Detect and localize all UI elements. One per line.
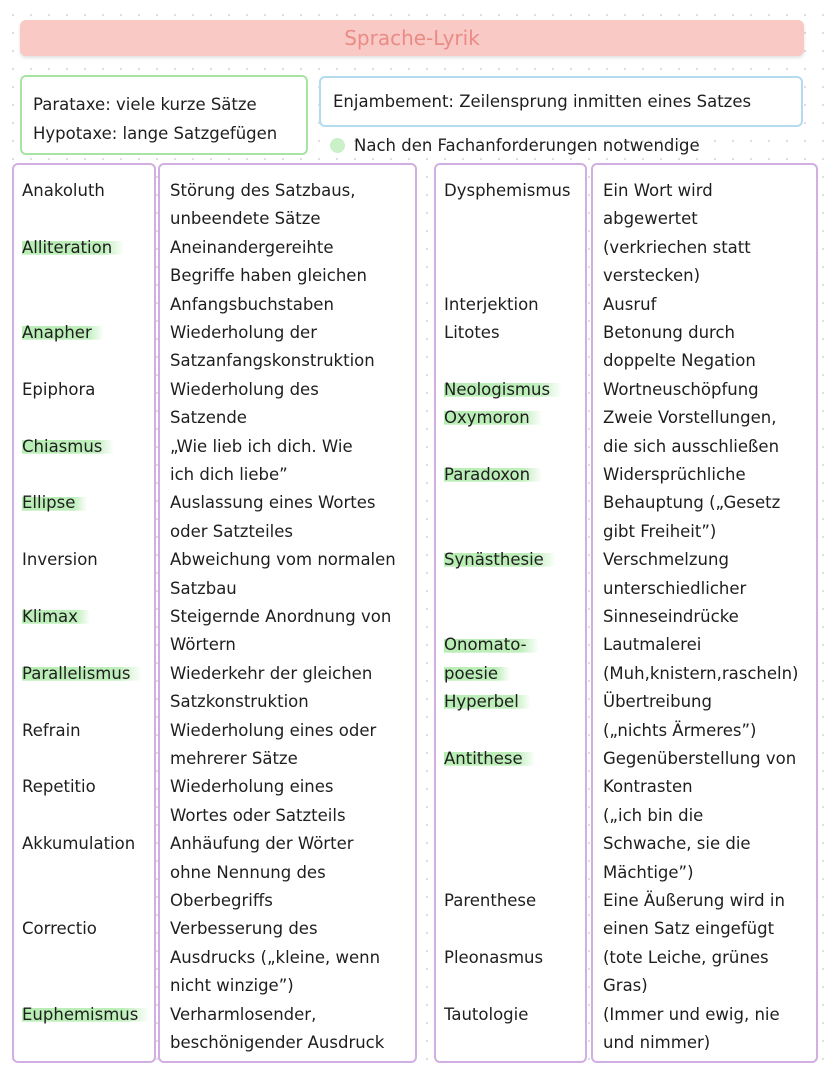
term-label-row <box>444 887 585 915</box>
definition-line-row <box>170 972 415 1000</box>
definition-line-row <box>603 347 816 375</box>
term-label-row <box>444 745 585 773</box>
definition-line-row <box>170 717 415 745</box>
definition-line-row <box>603 575 816 603</box>
definition-line-row <box>170 376 415 404</box>
term-label: Ellipse <box>22 493 87 512</box>
term-label-row <box>444 404 585 432</box>
definition-line-row <box>603 546 816 574</box>
term-label: poesie <box>444 664 510 683</box>
definition-line-row <box>603 319 816 347</box>
term-label-row <box>444 688 585 716</box>
term-label: Onomato- <box>444 635 539 654</box>
term-label: Dysphemismus <box>444 181 571 200</box>
term-label: Correctio <box>22 919 97 939</box>
term-label: Chiasmus <box>22 437 114 456</box>
definition-line-row <box>603 830 816 858</box>
definition-line: Verschmelzung <box>603 550 729 570</box>
definition-line: ohne Nennung des <box>170 862 326 882</box>
definition-line-row <box>170 461 415 489</box>
term-label: Inversion <box>22 550 98 570</box>
term-label-row <box>444 461 585 489</box>
definition-line: ich dich liebe” <box>170 465 288 484</box>
left-terms-panel <box>12 163 156 1063</box>
definition-line-row <box>170 546 415 574</box>
definition-line: Lautmalerei <box>603 635 702 655</box>
definition-line-row <box>170 518 415 546</box>
definition-line-row <box>170 887 415 915</box>
definition-line-row <box>603 944 816 972</box>
definition-line-row <box>603 404 816 432</box>
definition-line-row <box>603 262 816 290</box>
definition-line: Eine Äußerung wird in <box>603 891 785 910</box>
definition-line: Ausruf <box>603 294 657 314</box>
term-label-row <box>444 944 585 972</box>
page-title: Sprache-Lyrik <box>20 20 804 56</box>
term-label-row <box>22 546 154 574</box>
term-label-row <box>22 1001 154 1029</box>
term-label: Oxymoron <box>444 408 542 427</box>
definition-line-row <box>170 830 415 858</box>
definition-line-row <box>603 376 816 404</box>
definition-line: Ausdrucks („kleine, wenn <box>170 947 381 967</box>
definition-line: Übertreibung <box>603 692 712 712</box>
definition-line-row <box>170 859 415 887</box>
definition-line-row <box>603 887 816 915</box>
term-label-row <box>444 376 585 404</box>
term-label-row <box>22 489 154 517</box>
definition-line: Wiederholung der <box>170 323 317 342</box>
definition-line: (verkriechen statt <box>603 237 751 257</box>
definition-line: unterschiedlicher <box>603 578 747 598</box>
term-label-row <box>444 177 585 205</box>
right-definitions-panel <box>591 163 818 1063</box>
definition-line-row <box>170 944 415 972</box>
definition-line: Wortes oder Satzteils <box>170 805 346 825</box>
term-label-row <box>444 291 585 319</box>
definition-line: Wortneuschöpfung <box>603 379 759 399</box>
definition-line-row <box>603 234 816 262</box>
definition-line: Wörtern <box>170 635 236 655</box>
term-label: Synästhesie <box>444 550 556 569</box>
definition-line: Verharmlosender, <box>170 1004 317 1024</box>
definition-line-row <box>170 262 415 290</box>
term-label: Akkumulation <box>22 834 136 854</box>
definition-line: Anfangsbuchstaben <box>170 294 334 314</box>
definition-line: mehrerer Sätze <box>170 749 298 768</box>
definition-line: Wiederholung des <box>170 379 319 399</box>
definition-line-row <box>170 1029 415 1057</box>
definition-line-row <box>170 802 415 830</box>
term-label-row <box>444 1001 585 1029</box>
term-label: Anakoluth <box>22 181 105 200</box>
definition-line-row <box>170 319 415 347</box>
definition-line-row <box>603 660 816 688</box>
parataxe-line: Parataxe: viele kurze Sätze <box>33 95 257 114</box>
term-label: Anapher <box>22 323 104 342</box>
definition-line-row <box>603 518 816 546</box>
definition-line-row <box>603 1001 816 1029</box>
definition-line: und nimmer) <box>603 1033 711 1052</box>
definition-line-row <box>603 972 816 1000</box>
term-label-row <box>444 546 585 574</box>
definition-line: Widersprüchliche <box>603 465 746 484</box>
definition-line: oder Satzteiles <box>170 521 294 541</box>
term-label: Litotes <box>444 323 500 342</box>
definition-line-row <box>170 433 415 461</box>
definition-line: Gras) <box>603 976 648 996</box>
definition-line: Gegenüberstellung von <box>603 749 797 768</box>
syntax-box <box>20 75 308 155</box>
definition-line-row <box>603 717 816 745</box>
definition-line: unbeendete Sätze <box>170 209 321 229</box>
definition-line: Störung des Satzbaus, <box>170 181 356 200</box>
enjambement-box <box>319 76 803 127</box>
definition-line-row <box>603 1029 816 1057</box>
term-label: Antithese <box>444 749 535 768</box>
definition-line-row <box>170 660 415 688</box>
definition-line-row <box>170 291 415 319</box>
definition-line: einen Satz eingefügt <box>603 919 775 939</box>
term-label: Tautologie <box>444 1004 529 1024</box>
term-label-row <box>22 603 154 631</box>
definition-line-row <box>603 489 816 517</box>
definition-line-row <box>170 575 415 603</box>
definition-line: Behauptung („Gesetz <box>603 493 781 513</box>
definition-line: Sinneseindrücke <box>603 607 739 626</box>
term-label-row <box>22 376 154 404</box>
definition-line-row <box>170 688 415 716</box>
term-label: Paradoxon <box>444 465 542 484</box>
definition-line: Satzbau <box>170 578 237 598</box>
definition-line: Wiederkehr der gleichen <box>170 663 373 683</box>
definition-line: nicht winzige”) <box>170 976 294 996</box>
definition-line: (Immer und ewig, nie <box>603 1004 780 1024</box>
term-label-row <box>444 660 585 688</box>
definition-line: Satzkonstruktion <box>170 692 309 712</box>
definition-line: Aneinandergereihte <box>170 237 334 257</box>
definition-line-row <box>170 347 415 375</box>
definition-line-row <box>603 688 816 716</box>
definition-line: Satzende <box>170 408 247 428</box>
term-label-row <box>22 915 154 943</box>
definition-line-row <box>170 1001 415 1029</box>
definition-line-row <box>170 915 415 943</box>
definition-line: Zweie Vorstellungen, <box>603 408 777 428</box>
legend-note <box>330 133 700 159</box>
definition-line: („nichts Ärmeres”) <box>603 720 757 740</box>
definition-line: abgewertet <box>603 209 698 229</box>
definition-line: Schwache, sie die <box>603 834 751 854</box>
definition-line: beschönigender Ausdruck <box>170 1033 385 1052</box>
definition-line-row <box>170 205 415 233</box>
definition-line: Auslassung eines Wortes <box>170 493 376 513</box>
definition-line: Kontrasten <box>603 777 693 797</box>
term-label-row <box>22 234 154 262</box>
definition-line: verstecken) <box>603 266 701 286</box>
definition-line-row <box>603 177 816 205</box>
definition-line-row <box>603 773 816 801</box>
term-label: Parallelismus <box>22 664 142 683</box>
definition-line: Steigernde Anordnung von <box>170 607 392 626</box>
term-label-row <box>22 830 154 858</box>
definition-line-row <box>603 631 816 659</box>
definition-line: doppelte Negation <box>603 351 756 371</box>
term-label: Refrain <box>22 720 81 740</box>
definition-line-row <box>603 291 816 319</box>
term-label-row <box>22 773 154 801</box>
definition-line-row <box>170 603 415 631</box>
definition-line-row <box>170 234 415 262</box>
definition-line-row <box>170 489 415 517</box>
definition-line: Wiederholung eines oder <box>170 720 377 740</box>
definition-line: Wiederholung eines <box>170 777 334 797</box>
definition-line: Betonung durch <box>603 323 736 342</box>
definition-line-row <box>603 603 816 631</box>
definition-line-row <box>170 404 415 432</box>
legend-note-text: Nach den Fachanforderungen notwendige <box>354 136 700 155</box>
definition-line-row <box>170 631 415 659</box>
enjambement-line: Enjambement: Zeilensprung inmitten eines Satzes <box>333 92 752 111</box>
term-label: Neologismus <box>444 380 562 399</box>
definition-line: Satzanfangskonstruktion <box>170 351 375 371</box>
term-label-row <box>444 319 585 347</box>
definition-line-row <box>603 915 816 943</box>
left-definitions-panel <box>158 163 417 1063</box>
definition-line-row <box>603 859 816 887</box>
term-label: Pleonasmus <box>444 947 544 967</box>
term-label: Klimax <box>22 607 90 626</box>
definition-line: Mächtige”) <box>603 862 694 882</box>
definition-line-row <box>170 177 415 205</box>
definition-line: Begriffe haben gleichen <box>170 266 367 286</box>
term-label: Epiphora <box>22 379 96 399</box>
definition-line: Abweichung vom normalen <box>170 550 396 570</box>
hypotaxe-line: Hypotaxe: lange Satzgefügen <box>33 124 278 143</box>
definition-line: („ich bin die <box>603 805 704 825</box>
term-label: Euphemismus <box>22 1005 150 1024</box>
definition-line-row <box>603 745 816 773</box>
term-label-row <box>22 319 154 347</box>
definition-line-row <box>603 433 816 461</box>
definition-line-row <box>603 205 816 233</box>
definition-line: gibt Freiheit”) <box>603 521 717 541</box>
term-label-row <box>22 660 154 688</box>
definition-line: die sich ausschließen <box>603 436 780 456</box>
definition-line: Ein Wort wird <box>603 181 713 200</box>
term-label-row <box>444 631 585 659</box>
definition-line: Verbesserung des <box>170 919 318 939</box>
term-label: Hyperbel <box>444 692 531 711</box>
term-label: Alliteration <box>22 238 124 257</box>
term-label-row <box>22 177 154 205</box>
definition-line: (tote Leiche, grünes <box>603 947 769 967</box>
term-label-row <box>22 717 154 745</box>
highlight-dot-icon <box>330 138 345 153</box>
definition-line: (Muh,knistern,rascheln) <box>603 663 799 683</box>
term-label-row <box>22 433 154 461</box>
definition-line: Oberbegriffs <box>170 891 273 910</box>
definition-line: Anhäufung der Wörter <box>170 834 354 854</box>
definition-line-row <box>603 802 816 830</box>
definition-line-row <box>170 773 415 801</box>
term-label: Repetitio <box>22 777 96 797</box>
right-terms-panel <box>434 163 587 1063</box>
term-label: Interjektion <box>444 294 539 314</box>
definition-line: „Wie lieb ich dich. Wie <box>170 436 353 456</box>
term-label: Parenthese <box>444 891 537 910</box>
definition-line-row <box>603 461 816 489</box>
definition-line-row <box>170 745 415 773</box>
